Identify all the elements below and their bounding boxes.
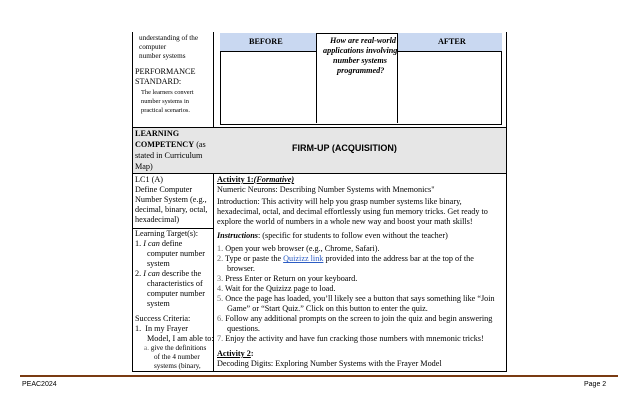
firm-up-header: FIRM-UP (ACQUISITION) [292, 143, 397, 153]
page-number: Page 2 [584, 381, 607, 388]
step-item: 5. Once the page has loaded, you’ll likely see a button that says something like “Join [217, 294, 495, 303]
instructions-label: Instructions: (specific for students to follow even without the teacher) [217, 231, 448, 240]
activity-2-title: Activity 2: [217, 349, 254, 358]
target-item: 1. I can define [135, 239, 183, 248]
step-item: 3. Press Enter or Return on your keyboard. [217, 274, 358, 283]
success-item: 1. In my Frayer [135, 324, 188, 333]
step-item: 2. Type or paste the Quizizz link provided into the address bar at the top of the [217, 254, 474, 263]
quizizz-link[interactable]: Quizizz link [283, 254, 324, 263]
footer-rule [20, 375, 618, 377]
target-item: 2. I can describe the [135, 269, 202, 278]
step-item: 6. Follow any additional prompts on the screen to join the quiz and begin answering [217, 314, 493, 323]
before-header: BEFORE [249, 37, 283, 46]
footer-left: PEAC2024 [22, 381, 57, 388]
step-item: 4. Wait for the Quizizz page to load. [217, 284, 336, 293]
step-item: 7. Enjoy the activity and have fun cracking those numbers with mnemonic tricks! [217, 334, 484, 343]
after-header: AFTER [438, 37, 466, 46]
activity-1-subtitle: Numeric Neurons: Describing Number Systems with Mnemonics" [217, 185, 435, 194]
activity-1-title: Activity 1:(Formative) [217, 175, 295, 184]
activity-2-subtitle: Decoding Digits: Exploring Number Systems with the Frayer Model [217, 359, 442, 368]
step-item: 1. Open your web browser (e.g., Chrome, Safari). [217, 244, 380, 253]
success-subitem: a. give the definitions [144, 344, 207, 352]
